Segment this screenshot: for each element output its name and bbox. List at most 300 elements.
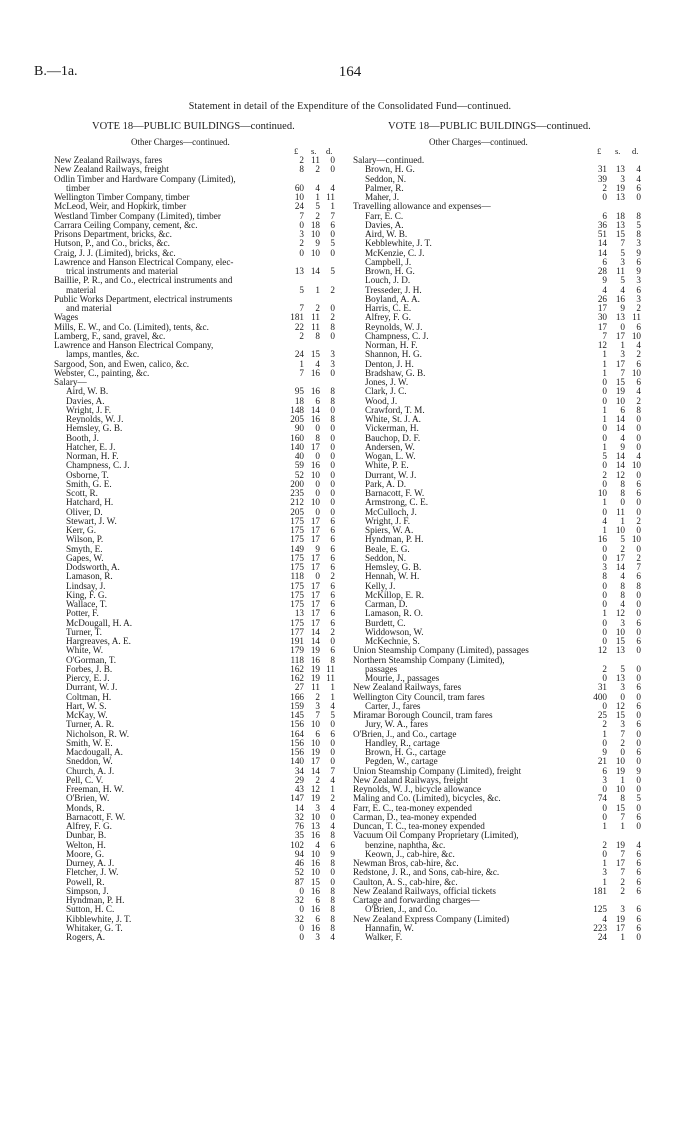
expenditure-line bbox=[54, 693, 350, 702]
pence-value: 6 bbox=[636, 636, 641, 646]
pence-value: 5 bbox=[636, 793, 641, 804]
pence-value: 0 bbox=[330, 423, 335, 434]
pounds-value: 1 bbox=[602, 858, 607, 868]
pounds-value: 166 bbox=[290, 691, 304, 702]
shillings-value: 10 bbox=[310, 737, 320, 748]
pounds-value: 7 bbox=[299, 303, 304, 313]
expenditure-line bbox=[54, 637, 350, 646]
pounds-value: 5 bbox=[299, 284, 304, 295]
pounds-value: 87 bbox=[294, 876, 304, 887]
pence-value: 2 bbox=[330, 312, 335, 323]
pounds-value: 0 bbox=[602, 192, 607, 202]
expenditure-line bbox=[54, 517, 350, 526]
line-description: O'Gorman, T. bbox=[66, 655, 117, 665]
pounds-value: 164 bbox=[290, 728, 304, 739]
line-description: Hargreaves, A. E. bbox=[66, 637, 131, 646]
expenditure-line bbox=[54, 878, 350, 887]
expenditure-line bbox=[54, 804, 350, 813]
pence-value: 0 bbox=[636, 626, 641, 637]
line-description: Andersen, W. bbox=[365, 442, 415, 452]
shillings-value: 17 bbox=[310, 580, 320, 591]
expenditure-line bbox=[353, 804, 673, 813]
expenditure-line bbox=[353, 443, 673, 452]
shillings-value: 19 bbox=[310, 663, 320, 674]
line-description: Park, A. D. bbox=[365, 479, 407, 489]
expenditure-line bbox=[54, 193, 350, 202]
shillings-value: 12 bbox=[615, 469, 625, 480]
pounds-value: 43 bbox=[294, 784, 304, 794]
shillings-value: 14 bbox=[310, 626, 320, 637]
shillings-value: 0 bbox=[315, 423, 320, 434]
line-description: Aird, W. B. bbox=[66, 387, 109, 397]
line-description: Smith, W. E. bbox=[66, 738, 113, 748]
line-description: Aird, W. B. bbox=[365, 230, 408, 239]
shillings-value: 14 bbox=[310, 266, 320, 276]
pence-value: 4 bbox=[330, 182, 335, 193]
expenditure-line bbox=[353, 508, 673, 517]
line-description: Scott, R. bbox=[66, 489, 98, 498]
line-description: Lindsay, J. bbox=[66, 581, 106, 591]
line-description: Gapes, W. bbox=[66, 553, 104, 563]
shillings-value: 2 bbox=[315, 303, 320, 313]
pence-value: 0 bbox=[330, 330, 335, 341]
expenditure-line bbox=[353, 397, 673, 406]
pence-value: 0 bbox=[330, 164, 335, 175]
expenditure-line bbox=[353, 572, 673, 581]
expenditure-line bbox=[353, 619, 673, 628]
pence-value: 1 bbox=[330, 682, 335, 693]
pence-value: 0 bbox=[330, 367, 335, 378]
line-description: New Zealand Express Company (Limited) bbox=[353, 914, 510, 924]
pounds-value: 0 bbox=[602, 617, 607, 628]
expenditure-line bbox=[54, 933, 350, 942]
pounds-value: 2 bbox=[299, 238, 304, 249]
pence-value: 6 bbox=[636, 811, 641, 822]
expenditure-line bbox=[353, 517, 673, 526]
line-description: Handley, R., cartage bbox=[365, 738, 440, 748]
pence-value: 0 bbox=[330, 867, 335, 878]
shillings-value: 0 bbox=[620, 747, 625, 757]
shillings-value: 13 bbox=[615, 312, 625, 323]
line-description: New Zealand Railways, freight bbox=[54, 165, 169, 175]
expenditure-line bbox=[54, 295, 350, 304]
shillings-value: 11 bbox=[311, 321, 320, 332]
expenditure-line bbox=[54, 582, 350, 591]
pounds-value: 95 bbox=[294, 386, 304, 397]
expenditure-line bbox=[54, 905, 350, 914]
line-description: Potter, F. bbox=[66, 609, 99, 619]
line-description: Carrara Ceiling Company, cement, &c. bbox=[54, 220, 198, 230]
pounds-value: 16 bbox=[597, 534, 607, 545]
pounds-value: 175 bbox=[290, 562, 304, 572]
line-description: Salary— bbox=[54, 378, 87, 387]
line-description: New Zealand Railways, freight bbox=[353, 775, 468, 785]
pence-value: 0 bbox=[636, 525, 641, 535]
pence-value: 6 bbox=[330, 219, 335, 230]
line-description: Brown, H. G., cartage bbox=[365, 748, 446, 757]
pounds-value: 0 bbox=[299, 922, 304, 933]
expenditure-line bbox=[353, 434, 673, 443]
expenditure-line bbox=[54, 535, 350, 544]
pounds-value: 14 bbox=[294, 802, 304, 813]
line-description: Hyndman, P. H. bbox=[66, 896, 125, 905]
expenditure-line bbox=[54, 175, 350, 184]
pounds-value: 12 bbox=[597, 645, 607, 656]
pence-value: 0 bbox=[636, 691, 641, 702]
shillings-value: 5 bbox=[620, 247, 625, 258]
shillings-value: 0 bbox=[620, 321, 625, 332]
line-description: Jones, J. W. bbox=[365, 378, 409, 387]
pounds-value: 175 bbox=[290, 552, 304, 563]
pence-heading: d. bbox=[632, 146, 639, 156]
expenditure-line bbox=[54, 397, 350, 406]
line-description: Reynolds, W. J. bbox=[365, 322, 423, 332]
shillings-value: 19 bbox=[310, 673, 320, 683]
line-description: McDougall, H. A. bbox=[66, 618, 133, 628]
left-expenditure-list bbox=[54, 156, 350, 942]
line-description: Mills, E. W., and Co. (Limited), tents, &c. bbox=[54, 322, 209, 332]
expenditure-line bbox=[353, 221, 673, 230]
pence-value: 6 bbox=[636, 700, 641, 711]
expenditure-line bbox=[353, 720, 673, 729]
expenditure-line bbox=[54, 424, 350, 433]
expenditure-line bbox=[54, 258, 350, 267]
expenditure-line bbox=[54, 184, 350, 193]
shillings-value: 16 bbox=[310, 922, 320, 933]
expenditure-line bbox=[54, 757, 350, 766]
line-description: Norman, H. F. bbox=[365, 341, 418, 350]
expenditure-line bbox=[353, 831, 673, 840]
pence-value: 11 bbox=[326, 673, 335, 683]
expenditure-line bbox=[353, 628, 673, 637]
left-column bbox=[54, 146, 350, 942]
shillings-value: 13 bbox=[310, 821, 320, 831]
pence-value: 6 bbox=[636, 913, 641, 924]
expenditure-line bbox=[54, 387, 350, 396]
pence-value: 0 bbox=[636, 784, 641, 794]
expenditure-line bbox=[54, 563, 350, 572]
pounds-value: 0 bbox=[602, 737, 607, 748]
shillings-value: 7 bbox=[620, 848, 625, 859]
shillings-value: 9 bbox=[315, 238, 320, 249]
pounds-value: 147 bbox=[290, 793, 304, 804]
line-description: Webster, C., painting, &c. bbox=[54, 368, 150, 378]
line-description: Smyth, E. bbox=[66, 544, 103, 554]
line-description: Spiers, W. A. bbox=[365, 526, 414, 535]
pounds-value: 4 bbox=[602, 515, 607, 526]
expenditure-line bbox=[54, 591, 350, 600]
expenditure-line bbox=[54, 480, 350, 489]
pounds-value: 191 bbox=[290, 636, 304, 646]
line-description: Durney, A. J. bbox=[66, 859, 115, 868]
line-description: Kelly, J. bbox=[365, 581, 396, 591]
pence-value: 0 bbox=[330, 876, 335, 887]
line-description: Louch, J. D. bbox=[365, 276, 411, 286]
pence-value: 1 bbox=[330, 201, 335, 212]
pence-value: 6 bbox=[330, 552, 335, 563]
pence-value: 8 bbox=[636, 229, 641, 239]
expenditure-line bbox=[353, 702, 673, 711]
shillings-value: 3 bbox=[315, 802, 320, 813]
pounds-value: 1 bbox=[602, 404, 607, 415]
shillings-value: 15 bbox=[615, 802, 625, 813]
shillings-value: 4 bbox=[620, 432, 625, 443]
shillings-value: 11 bbox=[616, 506, 625, 517]
shillings-value: 14 bbox=[310, 636, 320, 646]
line-description: New Zealand Railways, fares bbox=[353, 683, 462, 693]
expenditure-line bbox=[54, 785, 350, 794]
shillings-value: 15 bbox=[310, 349, 320, 360]
pence-value: 0 bbox=[330, 737, 335, 748]
expenditure-line bbox=[353, 591, 673, 600]
pence-value: 0 bbox=[636, 414, 641, 424]
shillings-value: 3 bbox=[315, 700, 320, 711]
pence-value: 0 bbox=[330, 432, 335, 443]
expenditure-line bbox=[353, 905, 673, 914]
line-description: Carman, D. bbox=[365, 600, 408, 609]
expenditure-line bbox=[54, 267, 350, 276]
line-description: Farr, E. C. bbox=[365, 211, 404, 221]
shillings-value: 17 bbox=[310, 608, 320, 619]
pence-value: 0 bbox=[330, 451, 335, 461]
expenditure-line bbox=[353, 184, 673, 193]
pounds-value: 4 bbox=[602, 913, 607, 924]
expenditure-line bbox=[54, 813, 350, 822]
shillings-value: 17 bbox=[310, 525, 320, 535]
expenditure-line bbox=[54, 332, 350, 341]
line-description: Palmer, R. bbox=[365, 183, 404, 193]
report-code: B.—1a. bbox=[34, 64, 78, 79]
expenditure-line bbox=[353, 323, 673, 332]
pence-value: 4 bbox=[636, 173, 641, 184]
expenditure-line bbox=[54, 554, 350, 563]
page-number: 164 bbox=[338, 64, 362, 80]
pence-value: 4 bbox=[330, 821, 335, 831]
shillings-value: 7 bbox=[620, 238, 625, 249]
pounds-value: 34 bbox=[294, 765, 304, 776]
pence-value: 0 bbox=[636, 663, 641, 674]
shillings-value: 13 bbox=[615, 219, 625, 230]
expenditure-line bbox=[353, 286, 673, 295]
line-description: Forbes, J. B. bbox=[66, 664, 113, 674]
pounds-value: 175 bbox=[290, 525, 304, 535]
pence-value: 7 bbox=[330, 765, 335, 776]
pounds-value: 0 bbox=[602, 478, 607, 489]
shillings-value: 4 bbox=[315, 182, 320, 193]
pounds-value: 400 bbox=[593, 691, 607, 702]
pounds-value: 0 bbox=[299, 219, 304, 230]
pence-value: 6 bbox=[330, 543, 335, 554]
line-description: White, P. E. bbox=[365, 461, 409, 471]
expenditure-line bbox=[54, 887, 350, 896]
shillings-value: 7 bbox=[315, 710, 320, 720]
pence-value: 0 bbox=[636, 774, 641, 785]
pence-value: 6 bbox=[330, 728, 335, 739]
expenditure-line bbox=[353, 415, 673, 424]
shillings-value: 2 bbox=[315, 164, 320, 175]
line-description: King, F. G. bbox=[66, 590, 107, 600]
pounds-value: 6 bbox=[602, 210, 607, 221]
line-description: Simpson, J. bbox=[66, 886, 109, 896]
expenditure-line bbox=[54, 730, 350, 739]
pounds-value: 1 bbox=[299, 358, 304, 369]
pence-value: 10 bbox=[631, 330, 641, 341]
right-column bbox=[353, 146, 673, 942]
line-description: Campbell, J. bbox=[365, 257, 412, 267]
pence-value: 2 bbox=[636, 303, 641, 313]
shillings-value: 19 bbox=[310, 747, 320, 757]
pounds-value: 52 bbox=[294, 469, 304, 480]
pounds-value: 6 bbox=[602, 256, 607, 267]
shillings-value: 8 bbox=[315, 432, 320, 443]
pence-value: 0 bbox=[636, 599, 641, 609]
shillings-value: 10 bbox=[615, 626, 625, 637]
expenditure-line bbox=[353, 230, 673, 239]
pounds-value: 25 bbox=[597, 710, 607, 720]
shillings-value: 18 bbox=[615, 210, 625, 221]
expenditure-line bbox=[54, 850, 350, 859]
expenditure-line bbox=[353, 360, 673, 369]
shillings-value: 17 bbox=[615, 552, 625, 563]
pence-value: 2 bbox=[636, 395, 641, 406]
line-description: Reynolds, W. J. bbox=[66, 415, 124, 424]
expenditure-line bbox=[353, 767, 673, 776]
shillings-value: 0 bbox=[315, 506, 320, 517]
line-description: Oliver, D. bbox=[66, 507, 103, 517]
line-description: lamps, mantles, &c. bbox=[66, 350, 140, 360]
shillings-value: 3 bbox=[620, 349, 625, 360]
shillings-value: 15 bbox=[615, 229, 625, 239]
shillings-value: 5 bbox=[620, 275, 625, 286]
line-description: Wages bbox=[54, 313, 79, 323]
pounds-value: 26 bbox=[597, 293, 607, 304]
pence-value: 0 bbox=[330, 497, 335, 508]
pence-value: 0 bbox=[330, 229, 335, 239]
expenditure-line bbox=[54, 767, 350, 776]
line-description: Farr, E. C., tea-money expended bbox=[353, 803, 473, 813]
pence-value: 8 bbox=[330, 885, 335, 896]
pounds-value: 179 bbox=[290, 645, 304, 656]
pence-value: 6 bbox=[330, 562, 335, 572]
shillings-value: 12 bbox=[310, 784, 320, 794]
line-description: McKay, W. bbox=[66, 711, 108, 720]
pence-value: 0 bbox=[330, 155, 335, 165]
pence-value: 0 bbox=[636, 589, 641, 600]
expenditure-line bbox=[353, 896, 673, 905]
pence-value: 4 bbox=[636, 164, 641, 175]
shillings-value: 6 bbox=[620, 404, 625, 415]
pence-value: 8 bbox=[330, 895, 335, 905]
pounds-value: 31 bbox=[597, 164, 607, 175]
shillings-value: 17 bbox=[310, 552, 320, 563]
shillings-value: 19 bbox=[615, 182, 625, 193]
shillings-value: 3 bbox=[620, 173, 625, 184]
pounds-value: 18 bbox=[294, 395, 304, 406]
pounds-value: 22 bbox=[294, 321, 304, 332]
shillings-value: 8 bbox=[620, 488, 625, 498]
shillings-value: 9 bbox=[620, 303, 625, 313]
expenditure-line bbox=[353, 887, 673, 896]
pence-value: 0 bbox=[330, 719, 335, 730]
line-description: trical instruments and material bbox=[66, 267, 178, 276]
pence-value: 0 bbox=[330, 811, 335, 822]
pounds-value: 13 bbox=[294, 266, 304, 276]
pounds-value: 235 bbox=[290, 488, 304, 498]
pounds-value: 17 bbox=[597, 303, 607, 313]
expenditure-line bbox=[54, 360, 350, 369]
line-description: Seddon, N. bbox=[365, 553, 407, 563]
expenditure-line bbox=[54, 776, 350, 785]
pounds-value: 162 bbox=[290, 673, 304, 683]
expenditure-line bbox=[54, 369, 350, 378]
shillings-value: 2 bbox=[315, 774, 320, 785]
expenditure-line bbox=[54, 443, 350, 452]
shillings-value: 17 bbox=[310, 617, 320, 628]
expenditure-line bbox=[353, 859, 673, 868]
line-description: Moore, G. bbox=[66, 849, 105, 859]
shillings-value: 1 bbox=[315, 284, 320, 295]
expenditure-line bbox=[353, 600, 673, 609]
line-description: Miramar Borough Council, tram fares bbox=[353, 711, 493, 720]
pounds-value: 156 bbox=[290, 737, 304, 748]
line-description: Hannafin, W. bbox=[365, 923, 414, 933]
pence-value: 3 bbox=[636, 293, 641, 304]
pence-heading: d. bbox=[326, 146, 333, 156]
shillings-value: 7 bbox=[620, 811, 625, 822]
pounds-heading: £ bbox=[294, 146, 299, 156]
pounds-value: 0 bbox=[602, 802, 607, 813]
pence-value: 6 bbox=[330, 617, 335, 628]
pounds-value: 1 bbox=[602, 441, 607, 452]
pounds-value: 156 bbox=[290, 719, 304, 730]
pounds-value: 0 bbox=[602, 552, 607, 563]
shillings-value: 4 bbox=[620, 599, 625, 609]
pence-value: 6 bbox=[636, 321, 641, 332]
line-description: Alfrey, F. G. bbox=[66, 822, 112, 831]
expenditure-line bbox=[353, 369, 673, 378]
pounds-value: 223 bbox=[593, 922, 607, 933]
pence-value: 6 bbox=[636, 858, 641, 868]
pounds-value: 29 bbox=[294, 774, 304, 785]
line-description: Travelling allowance and expenses— bbox=[353, 202, 491, 212]
pounds-value: 2 bbox=[602, 182, 607, 193]
shillings-value: 2 bbox=[620, 737, 625, 748]
pence-value: 4 bbox=[636, 839, 641, 850]
shillings-value: 19 bbox=[310, 645, 320, 656]
pence-value: 2 bbox=[636, 349, 641, 360]
expenditure-line bbox=[54, 249, 350, 258]
expenditure-line bbox=[353, 193, 673, 202]
shillings-value: 18 bbox=[310, 219, 320, 230]
line-description: Hennah, W. H. bbox=[365, 572, 420, 582]
line-description: Bradshaw, G. B. bbox=[365, 368, 426, 378]
expenditure-line bbox=[353, 249, 673, 258]
expenditure-line bbox=[353, 267, 673, 276]
line-description: New Zealand Railways, fares bbox=[54, 156, 163, 165]
line-description: Welton, H. bbox=[66, 840, 106, 850]
line-description: Wood, J. bbox=[365, 396, 398, 406]
expenditure-line bbox=[353, 212, 673, 221]
expenditure-line bbox=[54, 656, 350, 665]
expenditure-line bbox=[54, 720, 350, 729]
pence-value: 10 bbox=[631, 534, 641, 545]
expenditure-line bbox=[353, 471, 673, 480]
pounds-value: 162 bbox=[290, 663, 304, 674]
line-description: Lawrence and Hanson Electrical Company, elec- bbox=[54, 257, 234, 267]
pounds-value: 0 bbox=[602, 673, 607, 683]
pence-value: 0 bbox=[330, 488, 335, 498]
expenditure-line bbox=[54, 304, 350, 313]
